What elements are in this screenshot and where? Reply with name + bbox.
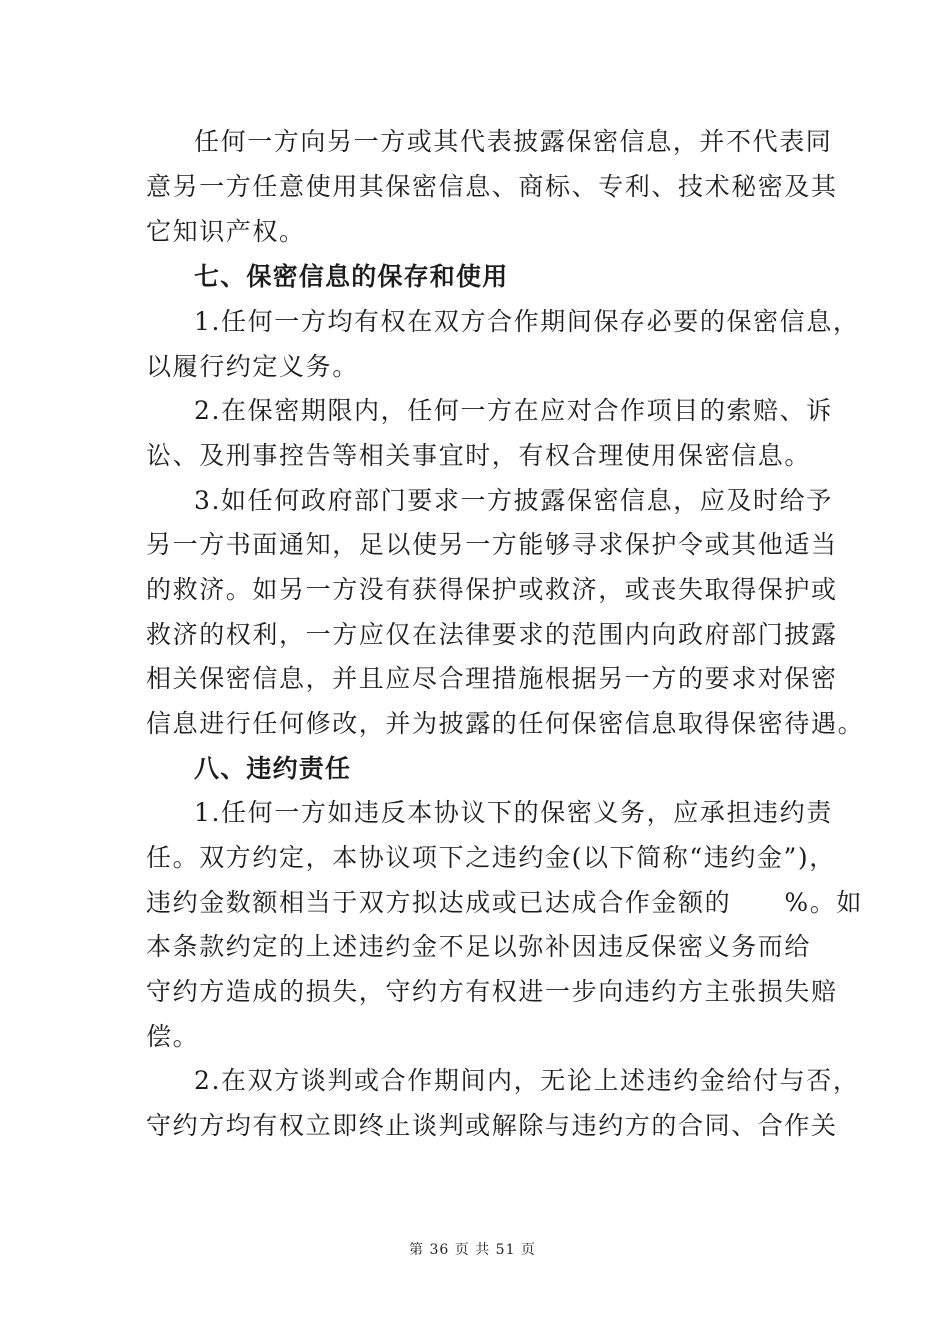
paragraph-line: 本条款约定的上述违约金不足以弥补因违反保密义务而给 — [146, 932, 812, 961]
paragraph-line: 3.如任何政府部门要求一方披露保密信息，应及时给予 — [194, 486, 833, 515]
paragraph-line: 另一方书面通知，足以使另一方能够寻求保护令或其他适当 — [146, 530, 838, 559]
paragraph-line: 守约方均有权立即终止谈判或解除与违约方的合同、合作关 — [146, 1111, 838, 1140]
paragraph-line: 违约金数额相当于双方拟达成或已达成合作金额的 %。如 — [146, 888, 863, 917]
paragraph-line: 偿。 — [146, 1022, 200, 1051]
paragraph-line: 救济的权利，一方应仅在法律要求的范围内向政府部门披露 — [146, 620, 838, 649]
paragraph-line: 相关保密信息，并且应尽合理措施根据另一方的要求对保密 — [146, 664, 838, 693]
paragraph-line: 它知识产权。 — [146, 217, 306, 246]
paragraph-line: 1.任何一方如违反本协议下的保密义务，应承担违约责 — [194, 798, 833, 827]
paragraph-line: 任何一方向另一方或其代表披露保密信息，并不代表同 — [194, 127, 833, 156]
paragraph-line: 2.在保密期限内，任何一方在应对合作项目的索赔、诉 — [194, 396, 833, 425]
paragraph-line: 讼、及刑事控告等相关事宜时，有权合理使用保密信息。 — [146, 441, 812, 470]
paragraph-line: 任。双方约定，本协议项下之违约金(以下简称“违约金”)， — [146, 843, 836, 872]
section-heading: 七、保密信息的保存和使用 — [194, 262, 509, 291]
paragraph-line: 2.在双方谈判或合作期间内，无论上述违约金给付与否， — [194, 1066, 860, 1095]
paragraph-line: 守约方造成的损失，守约方有权进一步向违约方主张损失赔 — [146, 977, 838, 1006]
page-number-footer: 第 36 页 共 51 页 — [409, 1242, 536, 1258]
paragraph-line: 以履行约定义务。 — [146, 352, 359, 381]
paragraph-line: 的救济。如另一方没有获得保护或救济，或丧失取得保护或 — [146, 575, 838, 604]
section-heading: 八、违约责任 — [194, 754, 352, 783]
paragraph-line: 1.任何一方均有权在双方合作期间保存必要的保密信息， — [194, 307, 860, 336]
paragraph-line: 意另一方任意使用其保密信息、商标、专利、技术秘密及其 — [146, 172, 838, 201]
paragraph-line: 信息进行任何修改，并为披露的任何保密信息取得保密待遇。 — [146, 709, 865, 738]
